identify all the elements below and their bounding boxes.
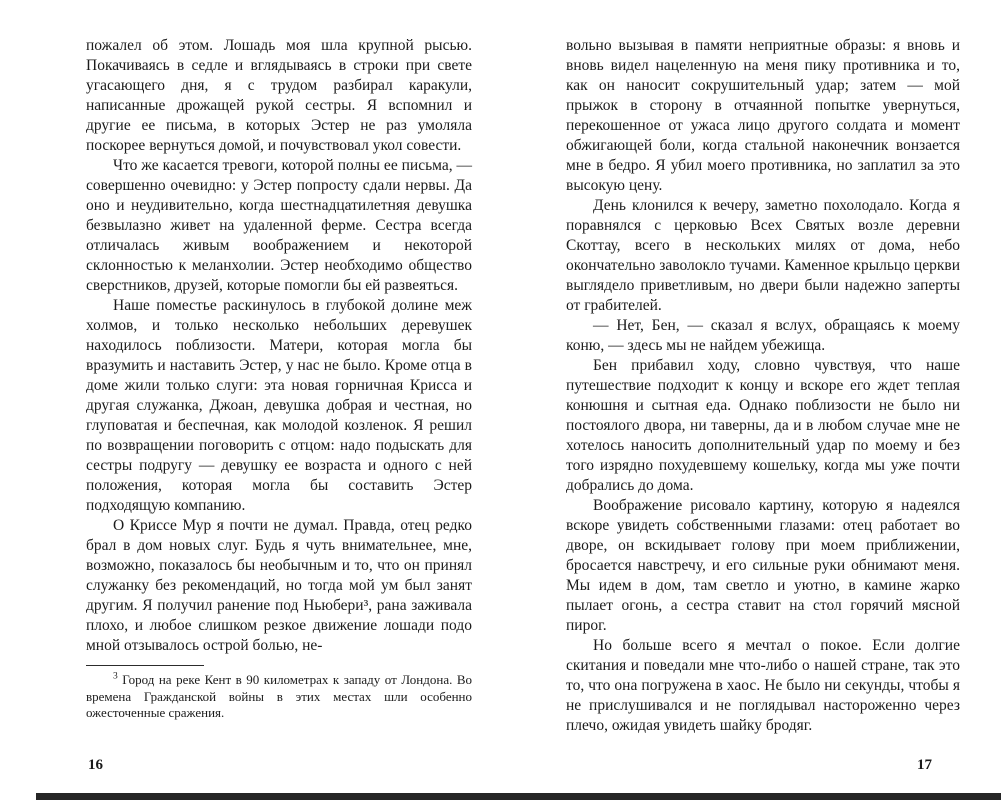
footnote-divider <box>86 665 204 666</box>
page-number-left: 16 <box>88 757 103 773</box>
page-number-right: 17 <box>917 757 932 773</box>
paragraph: О Криссе Мур я почти не думал. Правда, отец редко брал в дом новых слуг. Будь я чуть внимательнее, мне, возможно, показалось бы необычным и то, что он принял служанку без рекомендаций, но тогда мой ум был занят другим. Я получил ранение под Ньюбери³, рана заживала плохо, и любое слишком резкое движение лошади подо мной отзывалось острой болью, не- <box>86 517 472 654</box>
paragraph: Воображение рисовало картину, которую я надеялся вскоре увидеть собственными глазами: отец работает во дворе, он вскидывает голову при моем приближении, бросается навстречу, и его сильные руки обнимают меня. Мы идем в дом, там светло и уютно, в камине жарко пылает огонь, а сестра ставит на стол горячий мясной пирог. <box>566 497 960 634</box>
footnote-body: Город на реке Кент в 90 километрах к западу от Лондона. Во времена Гражданской войны в этих местах шли особенно ожесточенные сражения. <box>86 672 472 720</box>
paragraph: вольно вызывая в памяти неприятные образы: я вновь и вновь видел нацеленную на меня пику противника и то, как он наносит сокрушительный удар; затем — мой прыжок в сторону в отчаянной попытке увернуться, перекошенное от ужаса лицо другого солдата и момент обжигающей боли, когда стальной наконечник вонзается мне в бедро. Я убил моего противника, но заплатил за это высокую цену. <box>566 37 960 194</box>
paragraph: День клонился к вечеру, заметно похолодало. Когда я поравнялся с церковью Всех Святых возле деревни Скоттау, всего в нескольких милях от дома, небо окончательно заволокло тучами. Каменное крыльцо церкви выглядело приветливым, но двери были надежно заперты от грабителей. <box>566 197 960 314</box>
footnote-marker: 3 <box>113 671 118 682</box>
paragraph: Но больше всего я мечтал о покое. Если долгие скитания и поведали мне что-либо о нашей стране, так это то, что она погружена в хаос. Не было ни секунды, чтобы я не прислушивался и не поглядывал настороженно через плечо, ожидая увидеть шайку бродяг. <box>566 637 960 734</box>
paragraph: Наше поместье раскинулось в глубокой долине меж холмов, и только несколько небольших деревушек находилось поблизости. Матери, которая могла бы вразумить и наставить Эстер, у нас не было. Кроме отца в доме жили только слуги: эта новая горничная Крисса и другая служанка, Джоан, девушка добрая и честная, но глуповатая и беспечная, как молодой козленок. Я решил по возвращении поговорить с отцом: надо подыскать для сестры подругу — девушку ее возраста и одного с ней положения, которая могла бы составить Эстер подходящую компанию. <box>86 297 472 514</box>
paragraph: пожалел об этом. Лошадь моя шла крупной рысью. Покачиваясь в седле и вглядываясь в строки при свете угасающего дня, я с трудом разбирал каракули, написанные дрожащей рукой сестры. Я вспомнил и другие ее письма, в которых Эстер не раз умоляла поскорее вернуться домой, и почувствовал укол совести. <box>86 37 472 154</box>
scan-edge-bar <box>36 793 1001 800</box>
page-right <box>566 36 960 736</box>
footnote-text <box>86 672 472 722</box>
paragraph: Бен прибавил ходу, словно чувствуя, что наше путешествие подходит к концу и вскоре его ждет теплая конюшня и сытная еда. Однако поблизости не было ни постоялого двора, ни таверны, да и в любом случае мне не хотелось наносить дополнительный удар по моему и без того изрядно похудевшему кошельку, когда мы уже почти добрались до дома. <box>566 357 960 494</box>
page-right-text <box>566 36 960 736</box>
page-left <box>86 36 472 722</box>
footnote <box>86 665 472 722</box>
paragraph: Что же касается тревоги, которой полны ее письма, — совершенно очевидно: у Эстер попросту сдали нервы. Да оно и неудивительно, когда шестнадцатилетняя девушка безвылазно живет на удаленной ферме. Сестра всегда отличалась живым воображением и некоторой склонностью к меланхолии. Эстер необходимо общество сверстников, друзей, которые помогли бы ей развеяться. <box>86 157 472 294</box>
paragraph: — Нет, Бен, — сказал я вслух, обращаясь к моему коню, — здесь мы не найдем убежища. <box>566 317 960 354</box>
page-left-text <box>86 36 472 656</box>
